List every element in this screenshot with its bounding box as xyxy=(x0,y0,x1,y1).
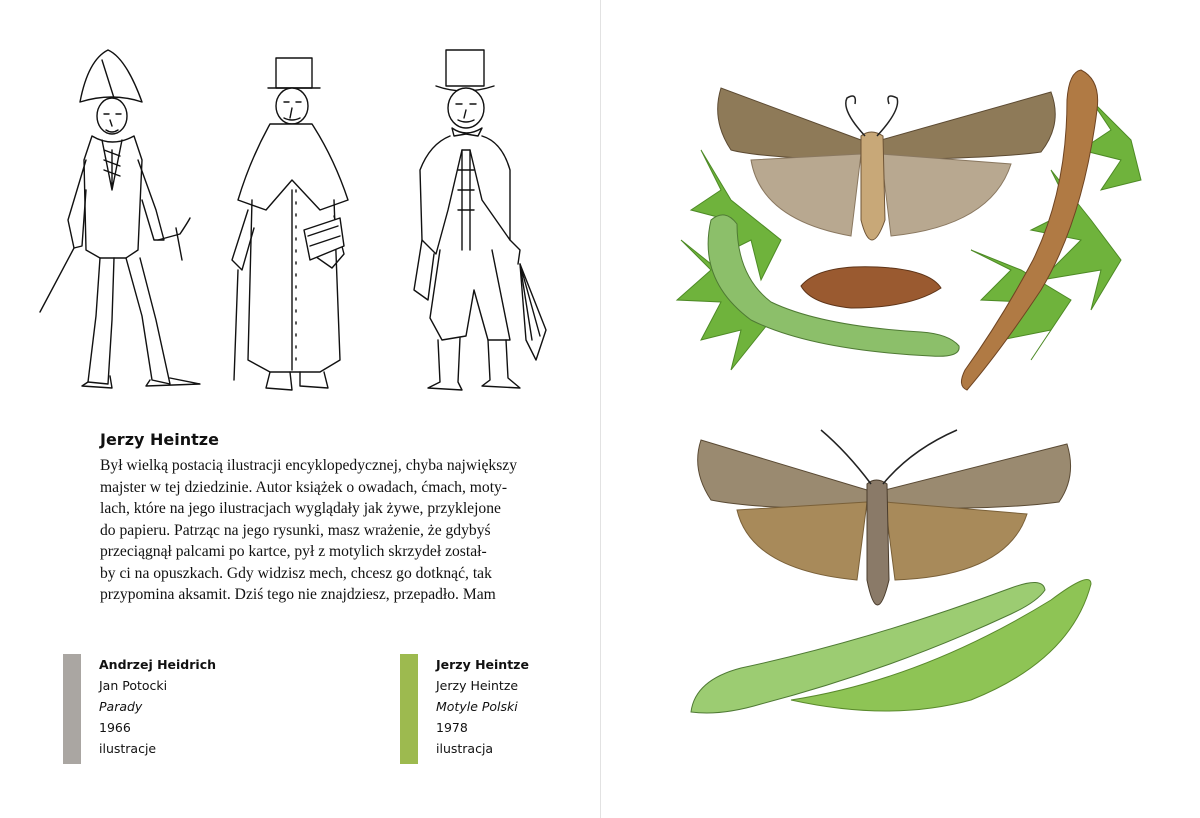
figure-top-hat-man xyxy=(414,50,546,390)
article-body xyxy=(100,455,545,606)
period-figures-illustration xyxy=(30,40,590,400)
credit-year: 1978 xyxy=(436,720,468,735)
credit-color-bar xyxy=(63,654,81,764)
credit-book-title: Parady xyxy=(99,699,143,714)
credit-illustrator: Andrzej Heidrich xyxy=(99,657,217,672)
credit-author: Jan Potocki xyxy=(99,678,168,693)
body-line: przeciągnął palcami po kartce, pył z motylich skrzydeł został- xyxy=(100,543,487,560)
body-line: przypomina aksamit. Dziś tego nie znajdziesz, przepadło. Mam xyxy=(100,586,496,603)
credit-book-title: Motyle Polski xyxy=(436,699,518,714)
figure-caped-man xyxy=(232,58,348,390)
right-page xyxy=(601,0,1200,818)
moth-top xyxy=(718,88,1056,240)
credit-year: 1966 xyxy=(99,720,131,735)
credit-color-bar xyxy=(400,654,418,764)
credit-author: Jerzy Heintze xyxy=(436,678,519,693)
credit-type: ilustracje xyxy=(99,741,157,756)
credit-type: ilustracja xyxy=(436,741,494,756)
body-line: lach, które na jego ilustracjach wyglądały jak żywe, przyklejone xyxy=(100,500,501,517)
body-line: majster w tej dziedzinie. Autor książek o owadach, ćmach, moty- xyxy=(100,478,508,496)
body-line: do papieru. Patrząc na jego rysunki, masz wrażenie, że gdybyś xyxy=(100,521,491,539)
body-line: Był wielką postacią ilustracji encyklopedycznej, chyba największy xyxy=(100,457,517,474)
moth-bottom xyxy=(698,430,1071,605)
article-heading: Jerzy Heintze xyxy=(100,430,219,449)
credit-illustrator: Jerzy Heintze xyxy=(436,657,529,672)
body-line: by ci na opuszkach. Gdy widzisz mech, chcesz go dotknąć, tak xyxy=(100,564,492,582)
pupa xyxy=(801,267,941,308)
figure-officer xyxy=(40,50,200,388)
moth-plate-illustration xyxy=(671,40,1151,730)
